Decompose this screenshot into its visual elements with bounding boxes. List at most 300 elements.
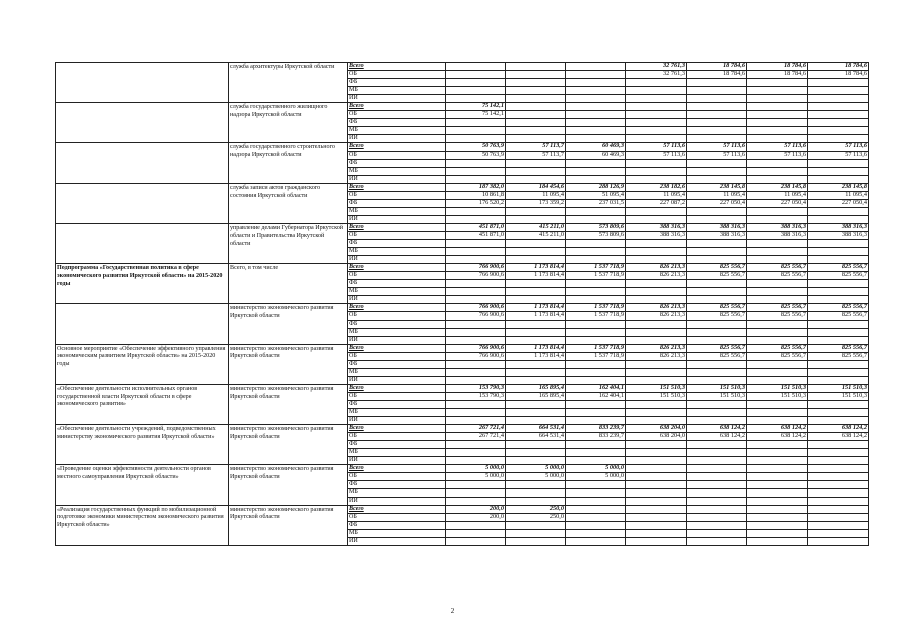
amount-cell <box>506 296 566 304</box>
program-name-cell <box>56 143 229 183</box>
amount-cell <box>747 240 808 248</box>
amount-cell <box>446 417 506 425</box>
amount-cell <box>626 497 687 505</box>
amount-cell <box>446 240 506 248</box>
amount-cell: 5 000,0 <box>446 473 506 481</box>
amount-cell <box>446 368 506 376</box>
amount-cell <box>626 167 687 175</box>
amount-cell <box>566 521 626 529</box>
amount-cell: 1 173 814,4 <box>506 272 566 280</box>
amount-cell <box>446 167 506 175</box>
amount-cell <box>747 513 808 521</box>
amount-cell <box>808 248 869 256</box>
funding-source-cell: ОБ <box>348 151 446 159</box>
amount-cell: 57 113,7 <box>506 143 566 151</box>
amount-cell: 11 095,4 <box>687 191 747 199</box>
amount-cell <box>808 87 869 95</box>
responsible-cell: Всего, в том числе <box>229 264 348 304</box>
amount-cell <box>446 248 506 256</box>
amount-cell: 638 124,2 <box>687 425 747 433</box>
amount-cell <box>747 215 808 223</box>
amount-cell <box>626 465 687 473</box>
responsible-cell: министерство экономического развития Иркутской области <box>229 344 348 384</box>
funding-source-cell: ОБ <box>348 272 446 280</box>
amount-cell: 825 556,7 <box>747 352 808 360</box>
amount-cell <box>747 256 808 264</box>
amount-cell <box>687 376 747 384</box>
amount-cell <box>747 280 808 288</box>
amount-cell: 5 000,0 <box>446 465 506 473</box>
funding-source-cell: ФБ <box>348 441 446 449</box>
amount-cell <box>687 119 747 127</box>
amount-cell <box>687 167 747 175</box>
amount-cell <box>626 489 687 497</box>
amount-cell <box>506 175 566 183</box>
amount-cell: 825 556,7 <box>687 352 747 360</box>
funding-source-cell: МБ <box>348 449 446 457</box>
amount-cell <box>506 127 566 135</box>
amount-cell <box>747 288 808 296</box>
amount-cell <box>626 240 687 248</box>
amount-cell <box>808 409 869 417</box>
amount-cell <box>566 497 626 505</box>
amount-cell: 638 204,0 <box>626 425 687 433</box>
amount-cell <box>808 400 869 408</box>
amount-cell: 18 784,6 <box>808 71 869 79</box>
amount-cell <box>446 135 506 143</box>
amount-cell <box>566 248 626 256</box>
funding-source-cell: МБ <box>348 328 446 336</box>
amount-cell <box>747 328 808 336</box>
program-name-cell <box>56 183 229 223</box>
amount-cell: 50 763,9 <box>446 143 506 151</box>
program-name-cell: Основное мероприятие «Обеспечение эффективного управления экономическим развитием Иркутской области» на 2015-2020 годы <box>56 344 229 384</box>
program-name-cell: «Проведение оценки эффективности деятельности органов местного самоуправления Иркутской области» <box>56 465 229 505</box>
amount-cell: 18 784,6 <box>747 63 808 71</box>
amount-cell: 11 095,4 <box>626 191 687 199</box>
amount-cell: 766 900,6 <box>446 344 506 352</box>
amount-cell <box>747 417 808 425</box>
amount-cell: 825 556,7 <box>808 264 869 272</box>
amount-cell: 826 213,3 <box>626 352 687 360</box>
amount-cell <box>808 240 869 248</box>
amount-cell: 766 900,6 <box>446 264 506 272</box>
responsible-cell: служба архитектуры Иркутской области <box>229 63 348 103</box>
amount-cell <box>687 127 747 135</box>
amount-cell: 227 050,4 <box>687 199 747 207</box>
amount-cell: 388 316,3 <box>747 223 808 231</box>
amount-cell <box>747 336 808 344</box>
amount-cell <box>747 449 808 457</box>
amount-cell: 1 173 814,4 <box>506 312 566 320</box>
amount-cell <box>808 368 869 376</box>
funding-source-cell: ОБ <box>348 392 446 400</box>
amount-cell: 10 861,8 <box>446 191 506 199</box>
amount-cell <box>687 79 747 87</box>
amount-cell: 60 469,3 <box>566 151 626 159</box>
amount-cell: 57 113,6 <box>747 143 808 151</box>
funding-source-cell: ФБ <box>348 240 446 248</box>
table-row-total <box>56 223 869 231</box>
amount-cell: 5 000,0 <box>506 473 566 481</box>
amount-cell: 227 050,4 <box>808 199 869 207</box>
amount-cell: 826 213,3 <box>626 312 687 320</box>
amount-cell: 664 531,4 <box>506 425 566 433</box>
amount-cell: 833 239,7 <box>566 425 626 433</box>
amount-cell <box>687 296 747 304</box>
amount-cell <box>506 159 566 167</box>
amount-cell <box>566 537 626 545</box>
amount-cell: 825 556,7 <box>687 272 747 280</box>
amount-cell <box>687 400 747 408</box>
amount-cell: 388 316,3 <box>747 231 808 239</box>
funding-source-cell: ФБ <box>348 159 446 167</box>
amount-cell <box>566 449 626 457</box>
funding-source-cell: Всего <box>348 465 446 473</box>
amount-cell <box>566 513 626 521</box>
funding-source-cell: Всего <box>348 223 446 231</box>
amount-cell: 1 173 814,4 <box>506 352 566 360</box>
responsible-cell: служба записи актов гражданского состояния Иркутской области <box>229 183 348 223</box>
funding-source-cell: ИИ <box>348 296 446 304</box>
amount-cell <box>687 175 747 183</box>
amount-cell: 57 113,6 <box>687 143 747 151</box>
amount-cell <box>446 79 506 87</box>
amount-cell <box>687 537 747 545</box>
funding-source-cell: ОБ <box>348 513 446 521</box>
amount-cell <box>687 288 747 296</box>
amount-cell: 153 790,3 <box>446 384 506 392</box>
amount-cell <box>566 368 626 376</box>
funding-source-cell: Всего <box>348 183 446 191</box>
amount-cell <box>687 497 747 505</box>
amount-cell <box>747 537 808 545</box>
amount-cell: 451 871,0 <box>446 231 506 239</box>
amount-cell <box>566 215 626 223</box>
amount-cell <box>566 505 626 513</box>
amount-cell: 766 900,6 <box>446 272 506 280</box>
amount-cell: 825 556,7 <box>687 312 747 320</box>
funding-source-cell: ФБ <box>348 280 446 288</box>
amount-cell <box>626 521 687 529</box>
amount-cell: 57 113,6 <box>687 151 747 159</box>
amount-cell: 825 556,7 <box>747 312 808 320</box>
amount-cell: 826 213,3 <box>626 264 687 272</box>
amount-cell <box>506 521 566 529</box>
amount-cell <box>687 215 747 223</box>
amount-cell <box>747 529 808 537</box>
amount-cell <box>626 328 687 336</box>
amount-cell: 1 537 718,9 <box>566 344 626 352</box>
amount-cell <box>626 360 687 368</box>
amount-cell <box>687 505 747 513</box>
amount-cell <box>446 489 506 497</box>
amount-cell <box>747 119 808 127</box>
amount-cell <box>747 465 808 473</box>
amount-cell <box>687 441 747 449</box>
amount-cell: 388 316,3 <box>687 231 747 239</box>
amount-cell <box>808 256 869 264</box>
amount-cell: 388 316,3 <box>626 223 687 231</box>
amount-cell <box>808 449 869 457</box>
amount-cell <box>566 417 626 425</box>
amount-cell <box>506 288 566 296</box>
amount-cell <box>626 449 687 457</box>
amount-cell <box>808 521 869 529</box>
amount-cell <box>808 505 869 513</box>
funding-source-cell: ОБ <box>348 312 446 320</box>
amount-cell: 60 469,3 <box>566 143 626 151</box>
funding-source-cell: МБ <box>348 87 446 95</box>
amount-cell <box>566 441 626 449</box>
amount-cell: 151 510,3 <box>747 384 808 392</box>
table-row-total <box>56 143 869 151</box>
amount-cell: 415 211,0 <box>506 223 566 231</box>
amount-cell <box>747 79 808 87</box>
funding-source-cell: Всего <box>348 103 446 111</box>
amount-cell: 11 095,4 <box>747 191 808 199</box>
amount-cell <box>626 400 687 408</box>
funding-source-cell: ФБ <box>348 360 446 368</box>
amount-cell <box>446 376 506 384</box>
amount-cell: 5 000,0 <box>566 465 626 473</box>
funding-source-cell: Всего <box>348 425 446 433</box>
amount-cell: 664 531,4 <box>506 433 566 441</box>
funding-source-cell: ОБ <box>348 71 446 79</box>
amount-cell: 451 871,0 <box>446 223 506 231</box>
amount-cell: 250,0 <box>506 505 566 513</box>
amount-cell: 5 000,0 <box>566 473 626 481</box>
amount-cell: 825 556,7 <box>747 272 808 280</box>
amount-cell: 573 809,6 <box>566 231 626 239</box>
amount-cell: 57 113,7 <box>506 151 566 159</box>
amount-cell <box>506 71 566 79</box>
amount-cell: 638 204,0 <box>626 433 687 441</box>
amount-cell <box>747 441 808 449</box>
amount-cell <box>566 103 626 111</box>
amount-cell <box>446 159 506 167</box>
amount-cell <box>687 449 747 457</box>
amount-cell <box>687 159 747 167</box>
amount-cell <box>626 441 687 449</box>
amount-cell: 825 556,7 <box>808 304 869 312</box>
funding-source-cell: ФБ <box>348 119 446 127</box>
amount-cell: 57 113,6 <box>808 143 869 151</box>
amount-cell: 250,0 <box>506 513 566 521</box>
amount-cell <box>506 457 566 465</box>
amount-cell: 11 095,4 <box>808 191 869 199</box>
amount-cell <box>446 288 506 296</box>
amount-cell: 32 761,3 <box>626 63 687 71</box>
amount-cell: 638 124,2 <box>808 425 869 433</box>
amount-cell <box>747 489 808 497</box>
amount-cell <box>747 95 808 103</box>
funding-source-cell: ОБ <box>348 473 446 481</box>
amount-cell: 288 126,9 <box>566 183 626 191</box>
program-name-cell: «Обеспечение деятельности учреждений, подведомственных министерству экономического развития Иркутской области» <box>56 425 229 465</box>
amount-cell: 826 213,3 <box>626 272 687 280</box>
amount-cell: 57 113,6 <box>626 151 687 159</box>
amount-cell <box>747 400 808 408</box>
amount-cell <box>446 537 506 545</box>
funding-source-cell: ОБ <box>348 231 446 239</box>
program-name-cell <box>56 103 229 143</box>
funding-source-cell: МБ <box>348 207 446 215</box>
amount-cell <box>626 529 687 537</box>
amount-cell: 238 145,8 <box>747 183 808 191</box>
amount-cell <box>506 207 566 215</box>
amount-cell <box>626 288 687 296</box>
amount-cell: 238 145,8 <box>808 183 869 191</box>
amount-cell: 151 510,3 <box>626 384 687 392</box>
amount-cell <box>626 135 687 143</box>
table-row-total <box>56 183 869 191</box>
table-row-total <box>56 425 869 433</box>
amount-cell <box>566 489 626 497</box>
funding-source-cell: ОБ <box>348 352 446 360</box>
amount-cell <box>506 119 566 127</box>
amount-cell <box>626 215 687 223</box>
table-row-total <box>56 344 869 352</box>
amount-cell <box>566 111 626 119</box>
amount-cell <box>808 417 869 425</box>
amount-cell <box>626 376 687 384</box>
amount-cell <box>506 481 566 489</box>
amount-cell <box>506 441 566 449</box>
amount-cell <box>566 481 626 489</box>
amount-cell <box>808 103 869 111</box>
amount-cell: 825 556,7 <box>808 272 869 280</box>
amount-cell <box>566 79 626 87</box>
amount-cell <box>446 441 506 449</box>
amount-cell: 825 556,7 <box>687 304 747 312</box>
amount-cell <box>747 248 808 256</box>
responsible-cell: служба государственного строительного надзора Иркутской области <box>229 143 348 183</box>
amount-cell <box>566 328 626 336</box>
amount-cell <box>446 457 506 465</box>
amount-cell <box>566 296 626 304</box>
amount-cell <box>687 360 747 368</box>
amount-cell <box>566 63 626 71</box>
amount-cell <box>747 473 808 481</box>
amount-cell: 151 510,3 <box>687 384 747 392</box>
amount-cell <box>747 159 808 167</box>
table-row-total <box>56 63 869 71</box>
table-row-total <box>56 304 869 312</box>
amount-cell <box>626 409 687 417</box>
amount-cell: 162 404,1 <box>566 384 626 392</box>
amount-cell <box>626 537 687 545</box>
amount-cell <box>626 103 687 111</box>
funding-source-cell: ИИ <box>348 417 446 425</box>
amount-cell <box>446 87 506 95</box>
amount-cell <box>747 135 808 143</box>
program-name-cell: «Реализация государственных функций по мобилизационной подготовке экономики министерством экономического развития Иркутской области» <box>56 505 229 545</box>
amount-cell: 1 173 814,4 <box>506 304 566 312</box>
amount-cell <box>687 368 747 376</box>
amount-cell <box>687 513 747 521</box>
amount-cell <box>808 513 869 521</box>
funding-source-cell: МБ <box>348 529 446 537</box>
amount-cell <box>506 280 566 288</box>
amount-cell <box>566 159 626 167</box>
amount-cell <box>747 127 808 135</box>
amount-cell: 50 763,9 <box>446 151 506 159</box>
table-row-total <box>56 384 869 392</box>
amount-cell <box>506 111 566 119</box>
amount-cell <box>808 537 869 545</box>
amount-cell <box>687 465 747 473</box>
amount-cell <box>747 368 808 376</box>
amount-cell: 825 556,7 <box>808 344 869 352</box>
amount-cell <box>626 256 687 264</box>
amount-cell <box>446 449 506 457</box>
amount-cell <box>687 320 747 328</box>
amount-cell <box>446 119 506 127</box>
budget-table-body <box>56 63 869 546</box>
amount-cell <box>506 537 566 545</box>
amount-cell: 237 031,5 <box>566 199 626 207</box>
amount-cell: 638 124,2 <box>747 433 808 441</box>
amount-cell <box>747 103 808 111</box>
amount-cell <box>747 296 808 304</box>
amount-cell <box>566 409 626 417</box>
amount-cell <box>566 288 626 296</box>
amount-cell <box>446 529 506 537</box>
funding-source-cell: ОБ <box>348 191 446 199</box>
funding-source-cell: ИИ <box>348 376 446 384</box>
funding-source-cell: ИИ <box>348 537 446 545</box>
funding-source-cell: ИИ <box>348 135 446 143</box>
amount-cell: 825 556,7 <box>808 312 869 320</box>
amount-cell <box>506 360 566 368</box>
amount-cell <box>687 256 747 264</box>
amount-cell <box>506 336 566 344</box>
amount-cell <box>687 240 747 248</box>
amount-cell: 227 050,4 <box>747 199 808 207</box>
amount-cell <box>506 63 566 71</box>
table-row-total <box>56 103 869 111</box>
program-name-cell: «Обеспечение деятельности исполнительных органов государственной власти Иркутской области в сфере экономического развития» <box>56 384 229 424</box>
table-row-total <box>56 505 869 513</box>
amount-cell <box>566 280 626 288</box>
funding-source-cell: Всего <box>348 143 446 151</box>
amount-cell <box>687 111 747 119</box>
amount-cell <box>687 248 747 256</box>
amount-cell <box>626 111 687 119</box>
amount-cell <box>446 71 506 79</box>
amount-cell: 825 556,7 <box>687 344 747 352</box>
funding-source-cell: МБ <box>348 167 446 175</box>
amount-cell <box>687 87 747 95</box>
amount-cell: 57 113,6 <box>626 143 687 151</box>
amount-cell <box>808 481 869 489</box>
amount-cell <box>626 473 687 481</box>
program-name-cell <box>56 63 229 103</box>
amount-cell: 825 556,7 <box>747 304 808 312</box>
funding-source-cell: ОБ <box>348 111 446 119</box>
amount-cell: 153 790,3 <box>446 392 506 400</box>
amount-cell <box>506 409 566 417</box>
amount-cell <box>747 207 808 215</box>
amount-cell <box>626 248 687 256</box>
amount-cell <box>808 119 869 127</box>
amount-cell: 573 809,6 <box>566 223 626 231</box>
amount-cell: 151 510,3 <box>747 392 808 400</box>
amount-cell <box>506 529 566 537</box>
amount-cell <box>747 409 808 417</box>
amount-cell <box>566 71 626 79</box>
